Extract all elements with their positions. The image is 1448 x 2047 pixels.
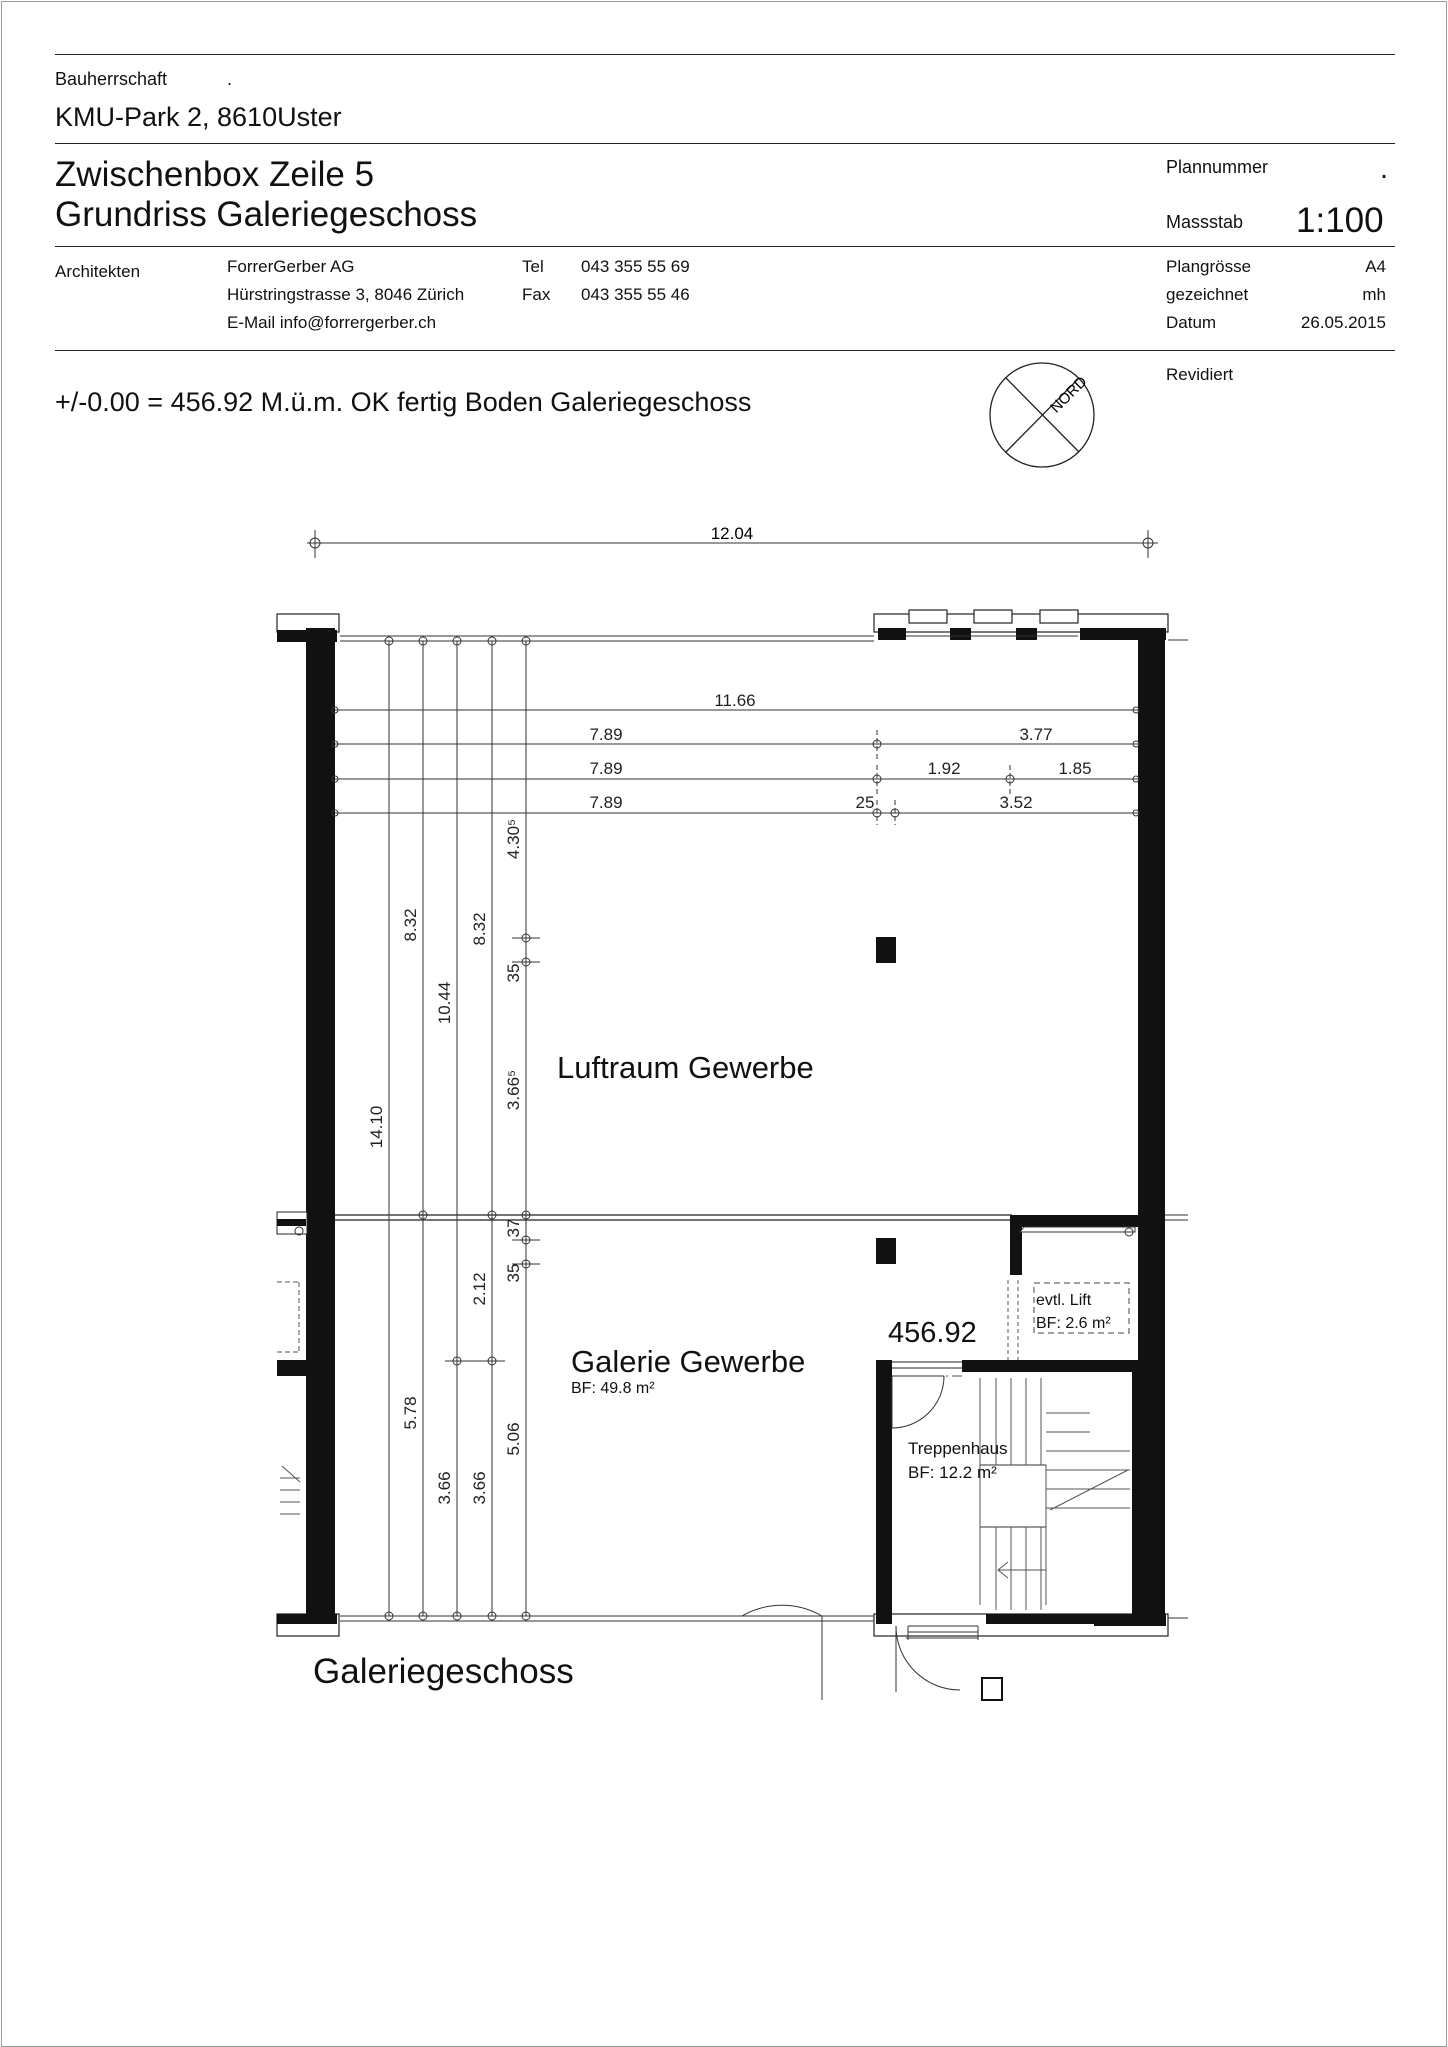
bauherrschaft-label: Bauherrschaft (55, 69, 168, 89)
bottom-facade (277, 640, 1188, 1636)
fax-label: Fax (522, 285, 551, 304)
dim-v-upper-3: 8.32 (470, 912, 489, 946)
column-lower (876, 1238, 896, 1264)
massstab-label: Massstab (1166, 212, 1244, 232)
dim-row4-left: 7.89 (589, 793, 623, 812)
tel-label: Tel (522, 257, 544, 276)
floor-name: Galeriegeschoss (313, 1652, 574, 1691)
datum-label: Datum (1166, 313, 1217, 332)
dim-overall-width: 12.04 (710, 524, 754, 543)
north-label: NORD (1047, 373, 1091, 417)
gezeichnet-value: mh (1362, 285, 1386, 304)
north-arrow (990, 363, 1094, 467)
left-neighbour (277, 1212, 307, 1514)
room-luftraum-label: Luftraum Gewerbe (557, 1050, 814, 1085)
bauherrschaft-value: . (227, 69, 233, 89)
dim-v-upper-1: 8.32 (401, 908, 420, 942)
massstab-value: 1:100 (1296, 201, 1384, 240)
dim-row4-mid: 25 (855, 793, 875, 812)
room-lift-label: evtl. Lift (1036, 1292, 1092, 1309)
room-treppenhaus-label: Treppenhaus (908, 1439, 1008, 1458)
dim-inner-width: 11.66 (714, 691, 756, 710)
firm-email: E-Mail info@forrergerber.ch (227, 313, 437, 332)
dim-row3-left: 7.89 (589, 759, 623, 778)
plangroesse-label: Plangrösse (1166, 257, 1252, 276)
dim-row3-mid: 1.92 (927, 759, 961, 778)
gezeichnet-label: gezeichnet (1166, 285, 1249, 304)
dim-v-lower-2: 3.66 (435, 1471, 454, 1505)
room-galerie-area: BF: 49.8 m² (571, 1380, 655, 1397)
fax-value: 043 355 55 46 (581, 285, 690, 304)
doors (742, 1376, 1002, 1700)
lift-shaft (1008, 1215, 1138, 1360)
dim-v-lower-7: 5.06 (504, 1422, 523, 1456)
stair-walls (876, 1360, 1162, 1624)
dim-v-lower-3: 3.66 (470, 1471, 489, 1505)
level-marker: 456.92 (888, 1317, 977, 1349)
dim-row2-right: 3.77 (1019, 725, 1053, 744)
drawing-title: Grundriss Galeriegeschoss (55, 195, 478, 234)
dim-v-upper-6: 3.66⁵ (504, 1069, 523, 1111)
column-upper (876, 937, 896, 963)
tel-value: 043 355 55 69 (581, 257, 690, 276)
dim-v-upper-2: 10.44 (435, 981, 454, 1025)
dim-v-total: 14.10 (367, 1105, 386, 1149)
dim-v-upper-5: 35 (504, 963, 523, 983)
datum-value: 26.05.2015 (1300, 313, 1386, 332)
reference-level-note: +/-0.00 = 456.92 M.ü.m. OK fertig Boden Galeriegeschoss (55, 387, 752, 417)
dim-row4-right: 3.52 (999, 793, 1033, 812)
dim-row3-right: 1.85 (1058, 759, 1092, 778)
room-lift-area: BF: 2.6 m² (1036, 1315, 1111, 1332)
staircase (980, 1378, 1130, 1610)
room-galerie-label: Galerie Gewerbe (571, 1344, 806, 1379)
revidiert-label: Revidiert (1166, 365, 1234, 384)
dim-row2-left: 7.89 (589, 725, 623, 744)
dim-v-lower-5: 37 (504, 1218, 523, 1238)
project-address: KMU-Park 2, 8610Uster (55, 102, 342, 132)
dim-v-upper-4: 4.30⁵ (504, 818, 523, 860)
dim-v-lower-4: 2.12 (470, 1272, 489, 1306)
dim-v-lower-1: 5.78 (401, 1396, 420, 1430)
plangroesse-value: A4 (1365, 257, 1386, 276)
overall-dimension (307, 524, 1158, 558)
horizontal-dimension-labels (589, 691, 1091, 812)
dim-v-lower-6: 35 (504, 1263, 523, 1283)
firm-name: ForrerGerber AG (227, 257, 355, 276)
architekten-label: Architekten (55, 262, 141, 281)
vertical-dimensions (376, 637, 540, 1620)
vertical-dimension-labels (367, 819, 523, 1505)
room-treppenhaus-area: BF: 12.2 m² (908, 1463, 997, 1482)
top-facade (277, 610, 1168, 642)
firm-street: Hürstringstrasse 3, 8046 Zürich (227, 285, 465, 304)
plannummer-value: . (1380, 153, 1389, 185)
project-title: Zwischenbox Zeile 5 (55, 155, 375, 194)
plannummer-label: Plannummer (1166, 157, 1269, 177)
